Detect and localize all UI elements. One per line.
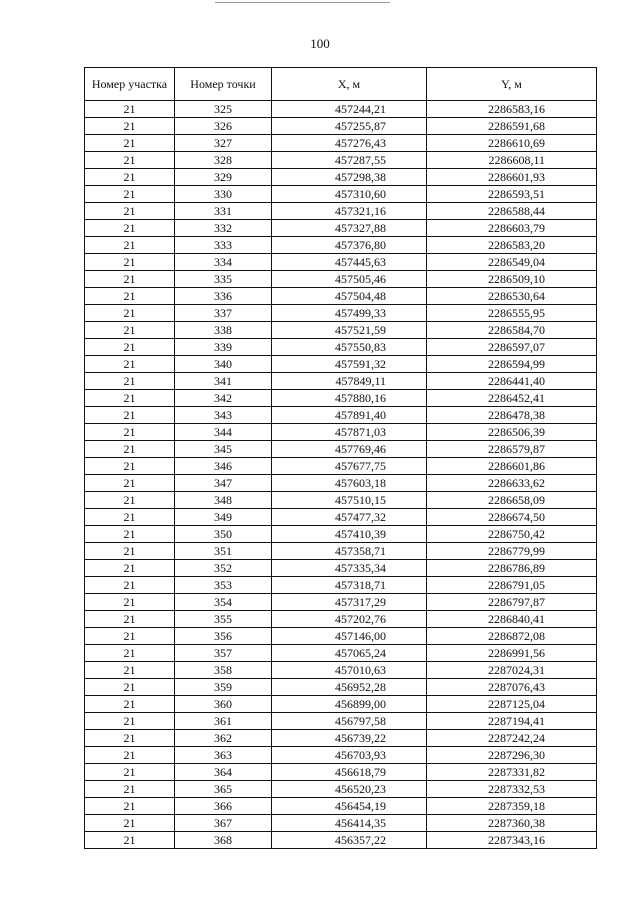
cell-point-number: 360 xyxy=(175,696,272,713)
cell-x-coordinate: 457477,32 xyxy=(272,509,427,526)
table-row xyxy=(85,288,597,305)
cell-point-number: 329 xyxy=(175,169,272,186)
cell-section-number: 21 xyxy=(85,679,175,696)
table-row xyxy=(85,169,597,186)
cell-section-number: 21 xyxy=(85,271,175,288)
cell-x-coordinate: 457445,63 xyxy=(272,254,427,271)
cell-y-coordinate: 2286478,38 xyxy=(427,407,597,424)
cell-y-coordinate: 2286555,95 xyxy=(427,305,597,322)
table-row xyxy=(85,611,597,628)
cell-section-number: 21 xyxy=(85,798,175,815)
cell-point-number: 332 xyxy=(175,220,272,237)
table-row xyxy=(85,662,597,679)
cell-x-coordinate: 457677,75 xyxy=(272,458,427,475)
table-row xyxy=(85,356,597,373)
cell-y-coordinate: 2286593,51 xyxy=(427,186,597,203)
cell-x-coordinate: 457335,34 xyxy=(272,560,427,577)
table-row xyxy=(85,645,597,662)
cell-y-coordinate: 2286608,11 xyxy=(427,152,597,169)
cell-section-number: 21 xyxy=(85,152,175,169)
cell-point-number: 365 xyxy=(175,781,272,798)
scan-top-edge-line xyxy=(215,2,390,3)
cell-x-coordinate: 457891,40 xyxy=(272,407,427,424)
cell-section-number: 21 xyxy=(85,424,175,441)
cell-section-number: 21 xyxy=(85,696,175,713)
cell-point-number: 368 xyxy=(175,832,272,849)
cell-x-coordinate: 457510,15 xyxy=(272,492,427,509)
cell-section-number: 21 xyxy=(85,101,175,118)
cell-section-number: 21 xyxy=(85,764,175,781)
cell-section-number: 21 xyxy=(85,169,175,186)
table-row xyxy=(85,237,597,254)
cell-x-coordinate: 457146,00 xyxy=(272,628,427,645)
table-row xyxy=(85,407,597,424)
cell-y-coordinate: 2286786,89 xyxy=(427,560,597,577)
cell-y-coordinate: 2287024,31 xyxy=(427,662,597,679)
table-row xyxy=(85,322,597,339)
table-row xyxy=(85,373,597,390)
cell-point-number: 350 xyxy=(175,526,272,543)
table-row xyxy=(85,560,597,577)
cell-point-number: 325 xyxy=(175,101,272,118)
cell-point-number: 344 xyxy=(175,424,272,441)
table-row xyxy=(85,101,597,118)
cell-y-coordinate: 2287331,82 xyxy=(427,764,597,781)
table-row xyxy=(85,220,597,237)
cell-point-number: 361 xyxy=(175,713,272,730)
cell-section-number: 21 xyxy=(85,237,175,254)
cell-section-number: 21 xyxy=(85,543,175,560)
cell-x-coordinate: 457505,46 xyxy=(272,271,427,288)
cell-section-number: 21 xyxy=(85,526,175,543)
cell-y-coordinate: 2287242,24 xyxy=(427,730,597,747)
cell-y-coordinate: 2286588,44 xyxy=(427,203,597,220)
table-row xyxy=(85,135,597,152)
cell-point-number: 348 xyxy=(175,492,272,509)
cell-y-coordinate: 2286750,42 xyxy=(427,526,597,543)
cell-x-coordinate: 456797,58 xyxy=(272,713,427,730)
cell-x-coordinate: 456952,28 xyxy=(272,679,427,696)
table-row xyxy=(85,458,597,475)
cell-y-coordinate: 2286872,08 xyxy=(427,628,597,645)
table-row xyxy=(85,713,597,730)
table-row xyxy=(85,152,597,169)
cell-point-number: 358 xyxy=(175,662,272,679)
cell-section-number: 21 xyxy=(85,356,175,373)
cell-x-coordinate: 456357,22 xyxy=(272,832,427,849)
table-row xyxy=(85,441,597,458)
table-row xyxy=(85,186,597,203)
table-header xyxy=(85,68,597,101)
cell-y-coordinate: 2286840,41 xyxy=(427,611,597,628)
table-row xyxy=(85,832,597,849)
cell-y-coordinate: 2286549,04 xyxy=(427,254,597,271)
header-x-coordinate: X, м xyxy=(272,68,427,101)
header-row xyxy=(85,68,597,101)
cell-section-number: 21 xyxy=(85,339,175,356)
cell-x-coordinate: 457504,48 xyxy=(272,288,427,305)
cell-section-number: 21 xyxy=(85,475,175,492)
cell-y-coordinate: 2286610,69 xyxy=(427,135,597,152)
cell-y-coordinate: 2286601,86 xyxy=(427,458,597,475)
cell-y-coordinate: 2286452,41 xyxy=(427,390,597,407)
cell-point-number: 349 xyxy=(175,509,272,526)
table-row xyxy=(85,696,597,713)
cell-section-number: 21 xyxy=(85,645,175,662)
cell-point-number: 331 xyxy=(175,203,272,220)
cell-point-number: 335 xyxy=(175,271,272,288)
table-row xyxy=(85,730,597,747)
cell-x-coordinate: 457202,76 xyxy=(272,611,427,628)
cell-x-coordinate: 457255,87 xyxy=(272,118,427,135)
cell-x-coordinate: 457880,16 xyxy=(272,390,427,407)
cell-x-coordinate: 457410,39 xyxy=(272,526,427,543)
cell-point-number: 356 xyxy=(175,628,272,645)
table-row xyxy=(85,628,597,645)
cell-section-number: 21 xyxy=(85,407,175,424)
table-row xyxy=(85,781,597,798)
cell-x-coordinate: 456414,35 xyxy=(272,815,427,832)
cell-section-number: 21 xyxy=(85,254,175,271)
table-row xyxy=(85,798,597,815)
table-row xyxy=(85,492,597,509)
table-body xyxy=(85,101,597,849)
cell-point-number: 364 xyxy=(175,764,272,781)
cell-section-number: 21 xyxy=(85,730,175,747)
header-y-coordinate: Y, м xyxy=(427,68,597,101)
cell-point-number: 363 xyxy=(175,747,272,764)
cell-y-coordinate: 2287360,38 xyxy=(427,815,597,832)
cell-point-number: 355 xyxy=(175,611,272,628)
cell-section-number: 21 xyxy=(85,373,175,390)
cell-x-coordinate: 457244,21 xyxy=(272,101,427,118)
table-row xyxy=(85,526,597,543)
cell-point-number: 351 xyxy=(175,543,272,560)
cell-y-coordinate: 2286658,09 xyxy=(427,492,597,509)
cell-y-coordinate: 2286791,05 xyxy=(427,577,597,594)
cell-point-number: 359 xyxy=(175,679,272,696)
table-row xyxy=(85,390,597,407)
cell-x-coordinate: 457321,16 xyxy=(272,203,427,220)
cell-y-coordinate: 2287343,16 xyxy=(427,832,597,849)
cell-section-number: 21 xyxy=(85,186,175,203)
cell-x-coordinate: 457287,55 xyxy=(272,152,427,169)
cell-section-number: 21 xyxy=(85,509,175,526)
cell-section-number: 21 xyxy=(85,135,175,152)
cell-section-number: 21 xyxy=(85,492,175,509)
cell-section-number: 21 xyxy=(85,611,175,628)
table-row xyxy=(85,747,597,764)
cell-x-coordinate: 457499,33 xyxy=(272,305,427,322)
cell-x-coordinate: 457358,71 xyxy=(272,543,427,560)
page-number: 100 xyxy=(310,36,330,51)
cell-section-number: 21 xyxy=(85,390,175,407)
cell-section-number: 21 xyxy=(85,322,175,339)
cell-y-coordinate: 2286583,20 xyxy=(427,237,597,254)
cell-point-number: 327 xyxy=(175,135,272,152)
table-row xyxy=(85,543,597,560)
cell-y-coordinate: 2286601,93 xyxy=(427,169,597,186)
table-row xyxy=(85,577,597,594)
cell-point-number: 366 xyxy=(175,798,272,815)
cell-x-coordinate: 457871,03 xyxy=(272,424,427,441)
coordinates-table xyxy=(84,67,597,849)
cell-y-coordinate: 2287125,04 xyxy=(427,696,597,713)
cell-point-number: 342 xyxy=(175,390,272,407)
cell-x-coordinate: 456899,00 xyxy=(272,696,427,713)
cell-x-coordinate: 457298,38 xyxy=(272,169,427,186)
cell-x-coordinate: 457603,18 xyxy=(272,475,427,492)
cell-section-number: 21 xyxy=(85,662,175,679)
cell-y-coordinate: 2286779,99 xyxy=(427,543,597,560)
cell-y-coordinate: 2286591,68 xyxy=(427,118,597,135)
cell-point-number: 338 xyxy=(175,322,272,339)
cell-y-coordinate: 2286633,62 xyxy=(427,475,597,492)
cell-x-coordinate: 457327,88 xyxy=(272,220,427,237)
cell-y-coordinate: 2287359,18 xyxy=(427,798,597,815)
table-row xyxy=(85,764,597,781)
table-row xyxy=(85,305,597,322)
cell-section-number: 21 xyxy=(85,288,175,305)
cell-y-coordinate: 2286441,40 xyxy=(427,373,597,390)
cell-point-number: 340 xyxy=(175,356,272,373)
cell-y-coordinate: 2287194,41 xyxy=(427,713,597,730)
cell-x-coordinate: 457318,71 xyxy=(272,577,427,594)
cell-x-coordinate: 456703,93 xyxy=(272,747,427,764)
cell-point-number: 362 xyxy=(175,730,272,747)
cell-point-number: 334 xyxy=(175,254,272,271)
cell-point-number: 337 xyxy=(175,305,272,322)
cell-section-number: 21 xyxy=(85,577,175,594)
table-row xyxy=(85,424,597,441)
cell-x-coordinate: 457591,32 xyxy=(272,356,427,373)
cell-point-number: 328 xyxy=(175,152,272,169)
cell-section-number: 21 xyxy=(85,305,175,322)
cell-section-number: 21 xyxy=(85,815,175,832)
cell-x-coordinate: 457376,80 xyxy=(272,237,427,254)
table-row xyxy=(85,679,597,696)
cell-y-coordinate: 2287332,53 xyxy=(427,781,597,798)
cell-y-coordinate: 2286584,70 xyxy=(427,322,597,339)
cell-point-number: 357 xyxy=(175,645,272,662)
cell-x-coordinate: 456454,19 xyxy=(272,798,427,815)
table-row xyxy=(85,594,597,611)
cell-y-coordinate: 2286530,64 xyxy=(427,288,597,305)
cell-point-number: 352 xyxy=(175,560,272,577)
cell-y-coordinate: 2286674,50 xyxy=(427,509,597,526)
cell-x-coordinate: 457010,63 xyxy=(272,662,427,679)
cell-section-number: 21 xyxy=(85,628,175,645)
cell-y-coordinate: 2286594,99 xyxy=(427,356,597,373)
cell-x-coordinate: 457276,43 xyxy=(272,135,427,152)
cell-y-coordinate: 2286579,87 xyxy=(427,441,597,458)
cell-section-number: 21 xyxy=(85,594,175,611)
cell-x-coordinate: 457550,83 xyxy=(272,339,427,356)
cell-point-number: 330 xyxy=(175,186,272,203)
table-row xyxy=(85,271,597,288)
cell-point-number: 353 xyxy=(175,577,272,594)
cell-x-coordinate: 457769,46 xyxy=(272,441,427,458)
cell-y-coordinate: 2286583,16 xyxy=(427,101,597,118)
table-row xyxy=(85,118,597,135)
cell-section-number: 21 xyxy=(85,832,175,849)
cell-point-number: 347 xyxy=(175,475,272,492)
cell-y-coordinate: 2286991,56 xyxy=(427,645,597,662)
header-point-number: Номер точки xyxy=(175,68,272,101)
cell-point-number: 339 xyxy=(175,339,272,356)
cell-section-number: 21 xyxy=(85,441,175,458)
cell-section-number: 21 xyxy=(85,713,175,730)
cell-x-coordinate: 457521,59 xyxy=(272,322,427,339)
cell-x-coordinate: 456618,79 xyxy=(272,764,427,781)
cell-point-number: 345 xyxy=(175,441,272,458)
cell-section-number: 21 xyxy=(85,781,175,798)
table-row xyxy=(85,339,597,356)
cell-x-coordinate: 457849,11 xyxy=(272,373,427,390)
cell-y-coordinate: 2286506,39 xyxy=(427,424,597,441)
cell-section-number: 21 xyxy=(85,203,175,220)
cell-y-coordinate: 2287296,30 xyxy=(427,747,597,764)
cell-point-number: 341 xyxy=(175,373,272,390)
cell-y-coordinate: 2286797,87 xyxy=(427,594,597,611)
cell-x-coordinate: 457317,29 xyxy=(272,594,427,611)
table-row xyxy=(85,509,597,526)
table-row xyxy=(85,203,597,220)
table-row xyxy=(85,254,597,271)
cell-section-number: 21 xyxy=(85,220,175,237)
cell-x-coordinate: 457065,24 xyxy=(272,645,427,662)
cell-section-number: 21 xyxy=(85,747,175,764)
cell-point-number: 326 xyxy=(175,118,272,135)
cell-point-number: 343 xyxy=(175,407,272,424)
table-row xyxy=(85,815,597,832)
cell-point-number: 346 xyxy=(175,458,272,475)
cell-section-number: 21 xyxy=(85,118,175,135)
table-row xyxy=(85,475,597,492)
cell-x-coordinate: 457310,60 xyxy=(272,186,427,203)
cell-x-coordinate: 456520,23 xyxy=(272,781,427,798)
cell-point-number: 336 xyxy=(175,288,272,305)
cell-point-number: 354 xyxy=(175,594,272,611)
cell-section-number: 21 xyxy=(85,458,175,475)
cell-y-coordinate: 2286597,07 xyxy=(427,339,597,356)
header-section-number: Номер участка xyxy=(85,68,175,101)
cell-point-number: 367 xyxy=(175,815,272,832)
cell-point-number: 333 xyxy=(175,237,272,254)
cell-section-number: 21 xyxy=(85,560,175,577)
cell-x-coordinate: 456739,22 xyxy=(272,730,427,747)
cell-y-coordinate: 2287076,43 xyxy=(427,679,597,696)
cell-y-coordinate: 2286603,79 xyxy=(427,220,597,237)
cell-y-coordinate: 2286509,10 xyxy=(427,271,597,288)
